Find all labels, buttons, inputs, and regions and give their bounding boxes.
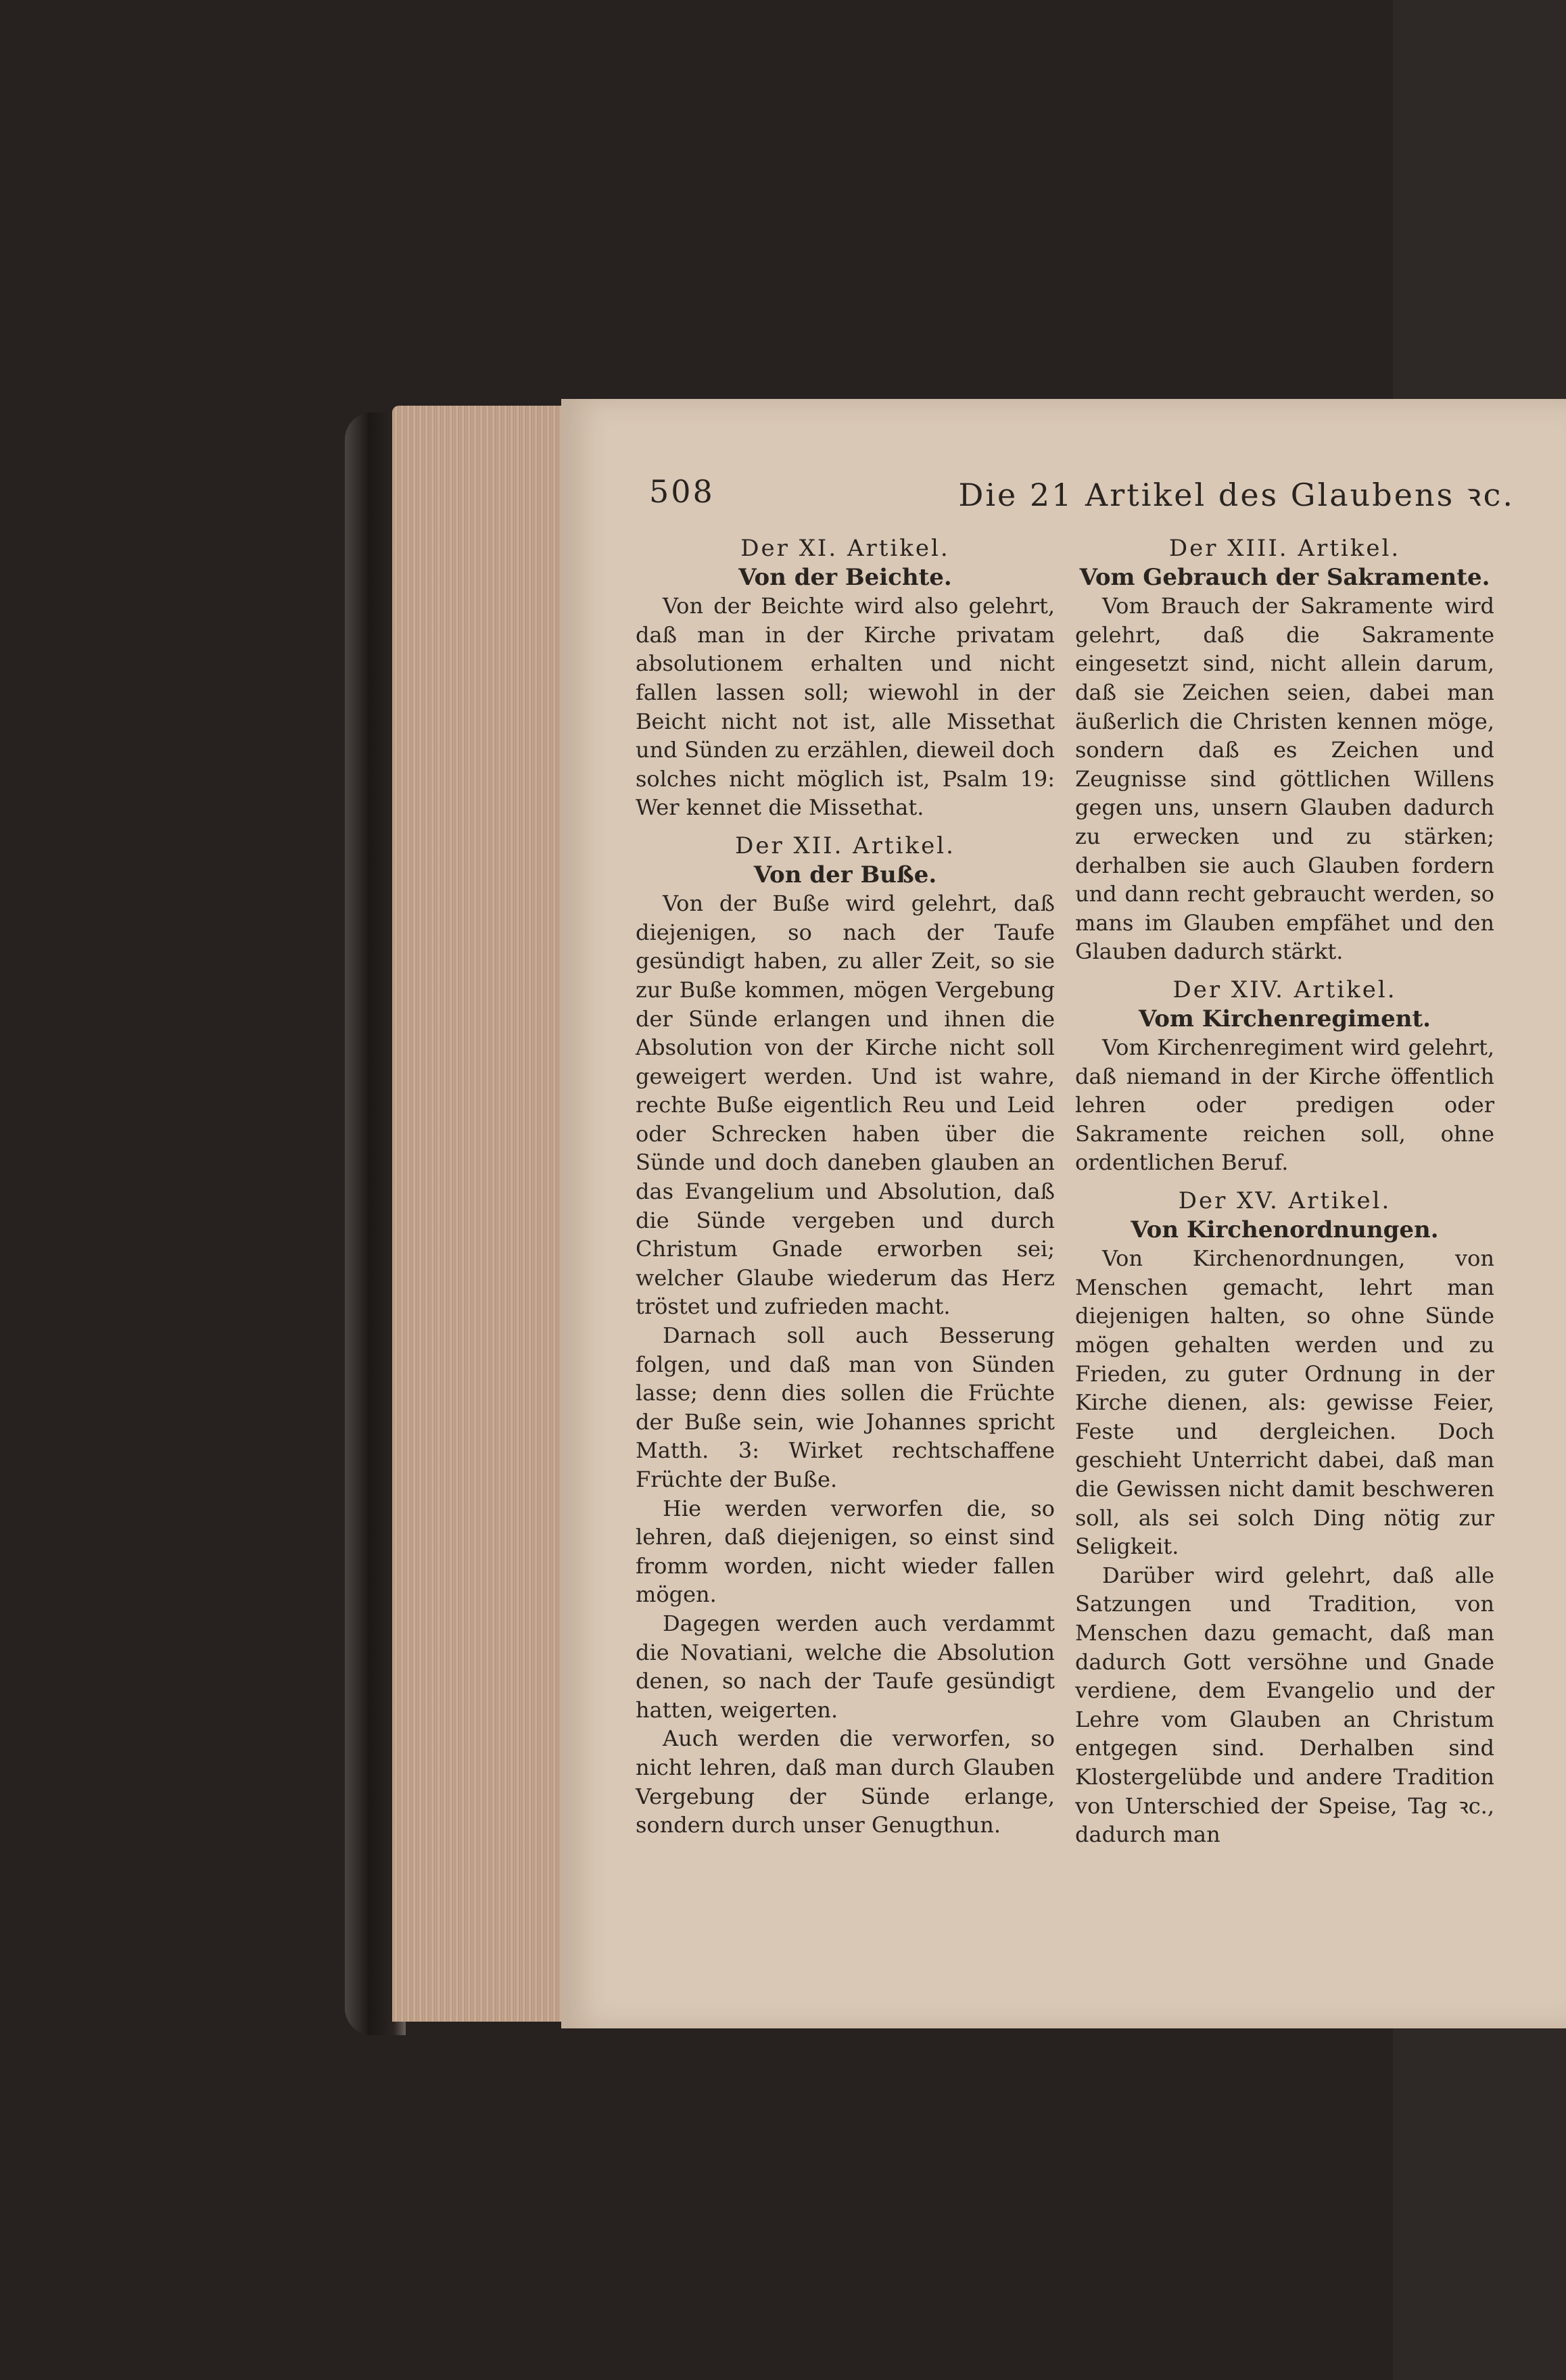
article-title: Vom Kirchenregiment. xyxy=(1138,1005,1431,1032)
article-title: Vom Gebrauch der Sakramente. xyxy=(1079,563,1490,591)
paragraph: Von der Beichte wird also gelehrt, daß man in der Kirche privatam absolutionem erhalten und nicht fallen lassen soll; wiewohl in der Beicht nicht not ist, alle Missethat und Sünden zu erzählen, dieweil doch solches nicht möglich ist, Psalm 19: Wer kennet die Missethat. xyxy=(636,593,1055,821)
paragraph: Auch werden die verworfen, so nicht lehren, daß man durch Glauben Vergebung der Sünde erlange, sondern durch unser Genugthun. xyxy=(636,1726,1055,1838)
article-section xyxy=(1075,534,1494,966)
article-section xyxy=(1075,976,1494,1177)
paragraph: Von Kirchenordnungen, von Menschen gemacht, lehrt man diejenigen halten, so ohne Sünde mögen gehalten werden und zu Frieden, zu guter Ordnung in der Kirche dienen, als: gewisse Feier, Feste und dergleichen. Doch geschieht Unterricht dabei, daß man die Gewissen nicht damit beschweren soll, als sei solch Ding nötig zur Seligkeit. xyxy=(1075,1245,1494,1560)
article-section xyxy=(636,534,1055,822)
paragraph: Darüber wird gelehrt, daß alle Satzungen und Tradition, von Menschen dazu gemacht, daß man dadurch Gott versöhne und Gnade verdiene, dem Evangelio und der Lehre vom Glauben an Christum entgegen sind. Derhalben sind Klostergelübde und andere Tradition von Unterschied der Speise, Tag ꝛc., dadurch man xyxy=(1075,1562,1494,1848)
right-column xyxy=(1075,534,1494,1849)
open-book xyxy=(338,399,1566,2042)
article-heading: Der XI. Artikel. xyxy=(740,535,950,562)
page-number: 508 xyxy=(649,473,715,510)
article-title: Von der Beichte. xyxy=(738,563,952,591)
left-column xyxy=(636,534,1055,1840)
article-heading: Der XIV. Artikel. xyxy=(1172,976,1397,1003)
article-heading: Der XV. Artikel. xyxy=(1178,1187,1392,1215)
paragraph: Vom Kirchenregiment wird gelehrt, daß niemand in der Kirche öffentlich lehren oder predigen oder Sakramente reichen soll, ohne ordentlichen Beruf. xyxy=(1075,1034,1494,1176)
book-page xyxy=(561,399,1566,2028)
paragraph: Darnach soll auch Besserung folgen, und daß man von Sünden lasse; denn dies sollen die Früchte der Buße sein, wie Johannes spricht Matth. 3: Wirket rechtschaffene Früchte der Buße. xyxy=(636,1323,1055,1492)
article-title: Von Kirchenordnungen. xyxy=(1131,1216,1439,1243)
article-heading: Der XIII. Artikel. xyxy=(1168,535,1401,562)
article-section xyxy=(1075,1187,1494,1849)
paragraph: Von der Buße wird gelehrt, daß diejenigen, so nach der Taufe gesündigt haben, zu aller Zeit, so sie zur Buße kommen, mögen Vergebung der Sünde erlangen und ihnen die Absolution von der Kirche nicht soll geweigert werden. Und ist wahre, rechte Buße eigentlich Reu und Leid oder Schrecken haben über die Sünde und doch daneben glauben an das Evangelium und Absolution, daß die Sünde vergeben und durch Christum Gnade erworben sei; welcher Glaube wiederum das Herz tröstet und zufrieden macht. xyxy=(636,890,1055,1320)
article-heading: Der XII. Artikel. xyxy=(735,832,955,859)
paragraph: Hie werden verworfen die, so lehren, daß diejenigen, so einst sind fromm worden, nicht wieder fallen mögen. xyxy=(636,1495,1055,1608)
paragraph: Vom Brauch der Sakramente wird gelehrt, daß die Sakramente eingesetzt sind, nicht allein darum, daß sie Zeichen seien, dabei man äußerlich die Christen kennen möge, sondern daß es Zeichen und Zeugnisse sind göttlichen Willens gegen uns, unsern Glauben dadurch zu erwecken und zu stärken; derhalben sie auch Glauben fordern und dann recht gebraucht werden, so mans im Glauben empfähet und den Glauben dadurch stärkt. xyxy=(1075,593,1494,965)
article-title: Von der Buße. xyxy=(753,861,937,888)
article-section xyxy=(636,832,1055,1840)
running-title: Die 21 Artikel des Glaubens ꝛc. xyxy=(958,477,1515,513)
page-header xyxy=(649,473,1515,514)
paragraph: Dagegen werden auch verdammt die Novatiani, welche die Absolution denen, so nach der Taufe gesündigt hatten, weigerten. xyxy=(636,1610,1055,1723)
